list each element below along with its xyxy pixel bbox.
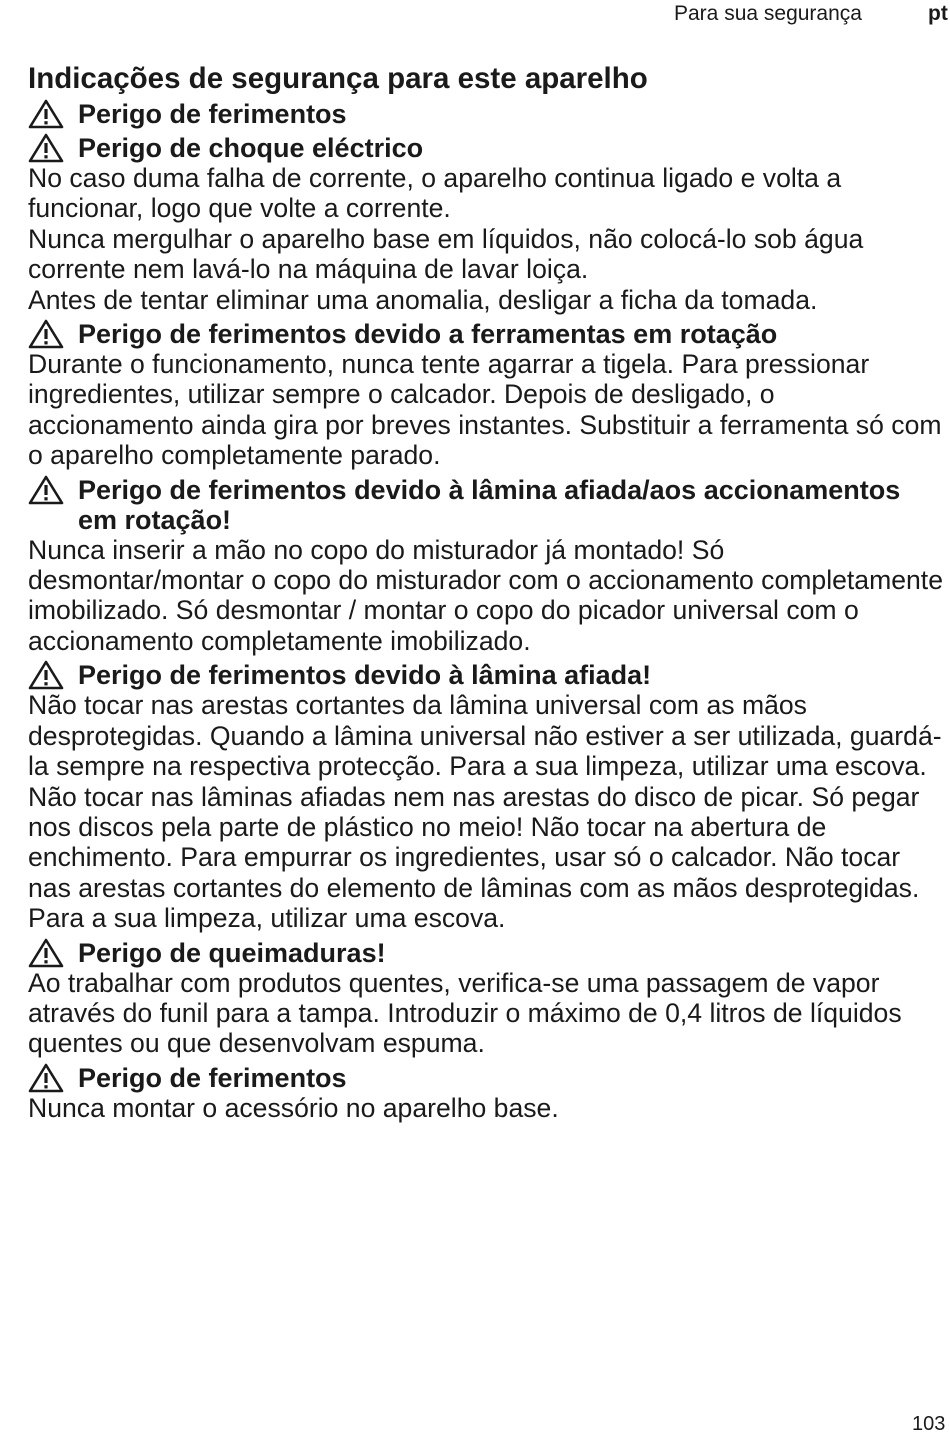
warning-heading-text: Perigo de ferimentos	[78, 1062, 347, 1093]
page-number: 103	[912, 1413, 946, 1435]
warning-triangle-icon	[28, 660, 64, 690]
safety-sections	[28, 99, 944, 1127]
warning-heading-text: Perigo de ferimentos devido à lâmina afiada/aos accionamentos em rotação!	[78, 474, 901, 535]
warning-heading	[28, 1063, 944, 1093]
body-paragraph: No caso duma falha de corrente, o aparelho continua ligado e volta a funcionar, logo que volte a corrente.	[28, 163, 842, 224]
safety-section	[28, 99, 944, 133]
body-paragraph: Não tocar nas arestas cortantes da lâmina universal com as mãos desprotegidas. Quando a lâmina universal não estiver a ser utilizada, guardá-la sempre na respectiva protecção. Para a sua limpeza, utilizar uma escova. Não tocar nas lâminas afiadas nem nas arestas do disco de picar. Só pegar nos discos pela parte de plástico no meio! Não tocar na abertura de enchimento. Para empurrar os ingredientes, usar só o calcador. Não tocar nas arestas cortantes do elemento de lâminas com as mãos desprotegidas.	[28, 690, 942, 903]
body-paragraph: Ao trabalhar com produtos quentes, verifica-se uma passagem de vapor através do funil para a tampa. Introduzir o máximo de 0,4 litros de líquidos quentes ou que desenvolvam espuma.	[28, 967, 902, 1059]
warning-heading-text: Perigo de ferimentos devido à lâmina afiada!	[78, 660, 652, 691]
running-header-language: pt	[928, 2, 948, 25]
body-paragraph: Nunca inserir a mão no copo do misturador já montado! Só desmontar/montar o copo do misturador com o accionamento completamente imobilizado. Só desmontar / montar o copo do picador universal com o accionamento completamente imobilizado.	[28, 534, 943, 656]
body-paragraph: Nunca mergulhar o aparelho base em líquidos, não colocá-lo sob água corrente nem lavá-lo na máquina de lavar loiça.	[28, 223, 864, 285]
safety-section	[28, 133, 944, 319]
running-header-section: Para sua segurança	[674, 2, 862, 25]
warning-heading-text: Perigo de queimaduras!	[78, 937, 386, 968]
warning-heading	[28, 938, 944, 968]
safety-section	[28, 319, 944, 475]
body-paragraph: Nunca montar o acessório no aparelho base.	[28, 1092, 559, 1123]
warning-heading	[28, 133, 944, 163]
warning-heading	[28, 475, 944, 535]
page-title: Indicações de segurança para este aparelho	[28, 62, 648, 95]
page-content	[28, 60, 944, 1127]
warning-triangle-icon	[28, 938, 64, 968]
warning-heading-text: Perigo de ferimentos	[78, 99, 347, 129]
safety-section	[28, 938, 944, 1063]
warning-triangle-icon	[28, 319, 64, 349]
body-paragraph: Antes de tentar eliminar uma anomalia, desligar a ficha da tomada.	[28, 284, 818, 315]
warning-triangle-icon	[28, 99, 64, 129]
safety-section	[28, 475, 944, 661]
warning-heading-text: Perigo de choque eléctrico	[78, 133, 424, 163]
body-paragraph: Para a sua limpeza, utilizar uma escova.	[28, 903, 506, 934]
warning-heading-text: Perigo de ferimentos devido a ferramentas em rotação	[78, 319, 778, 350]
warning-triangle-icon	[28, 475, 64, 505]
safety-section	[28, 1063, 944, 1127]
safety-section	[28, 660, 944, 937]
body-paragraph: Durante o funcionamento, nunca tente agarrar a tigela. Para pressionar ingredientes, utilizar sempre o calcador. Depois de desligado, o accionamento ainda gira por breves instantes. Substituir a ferramenta só com o aparelho completamente parado.	[28, 349, 942, 471]
warning-heading	[28, 319, 944, 349]
warning-triangle-icon	[28, 1063, 64, 1093]
warning-heading	[28, 660, 944, 690]
warning-heading	[28, 99, 944, 129]
warning-triangle-icon	[28, 133, 64, 163]
